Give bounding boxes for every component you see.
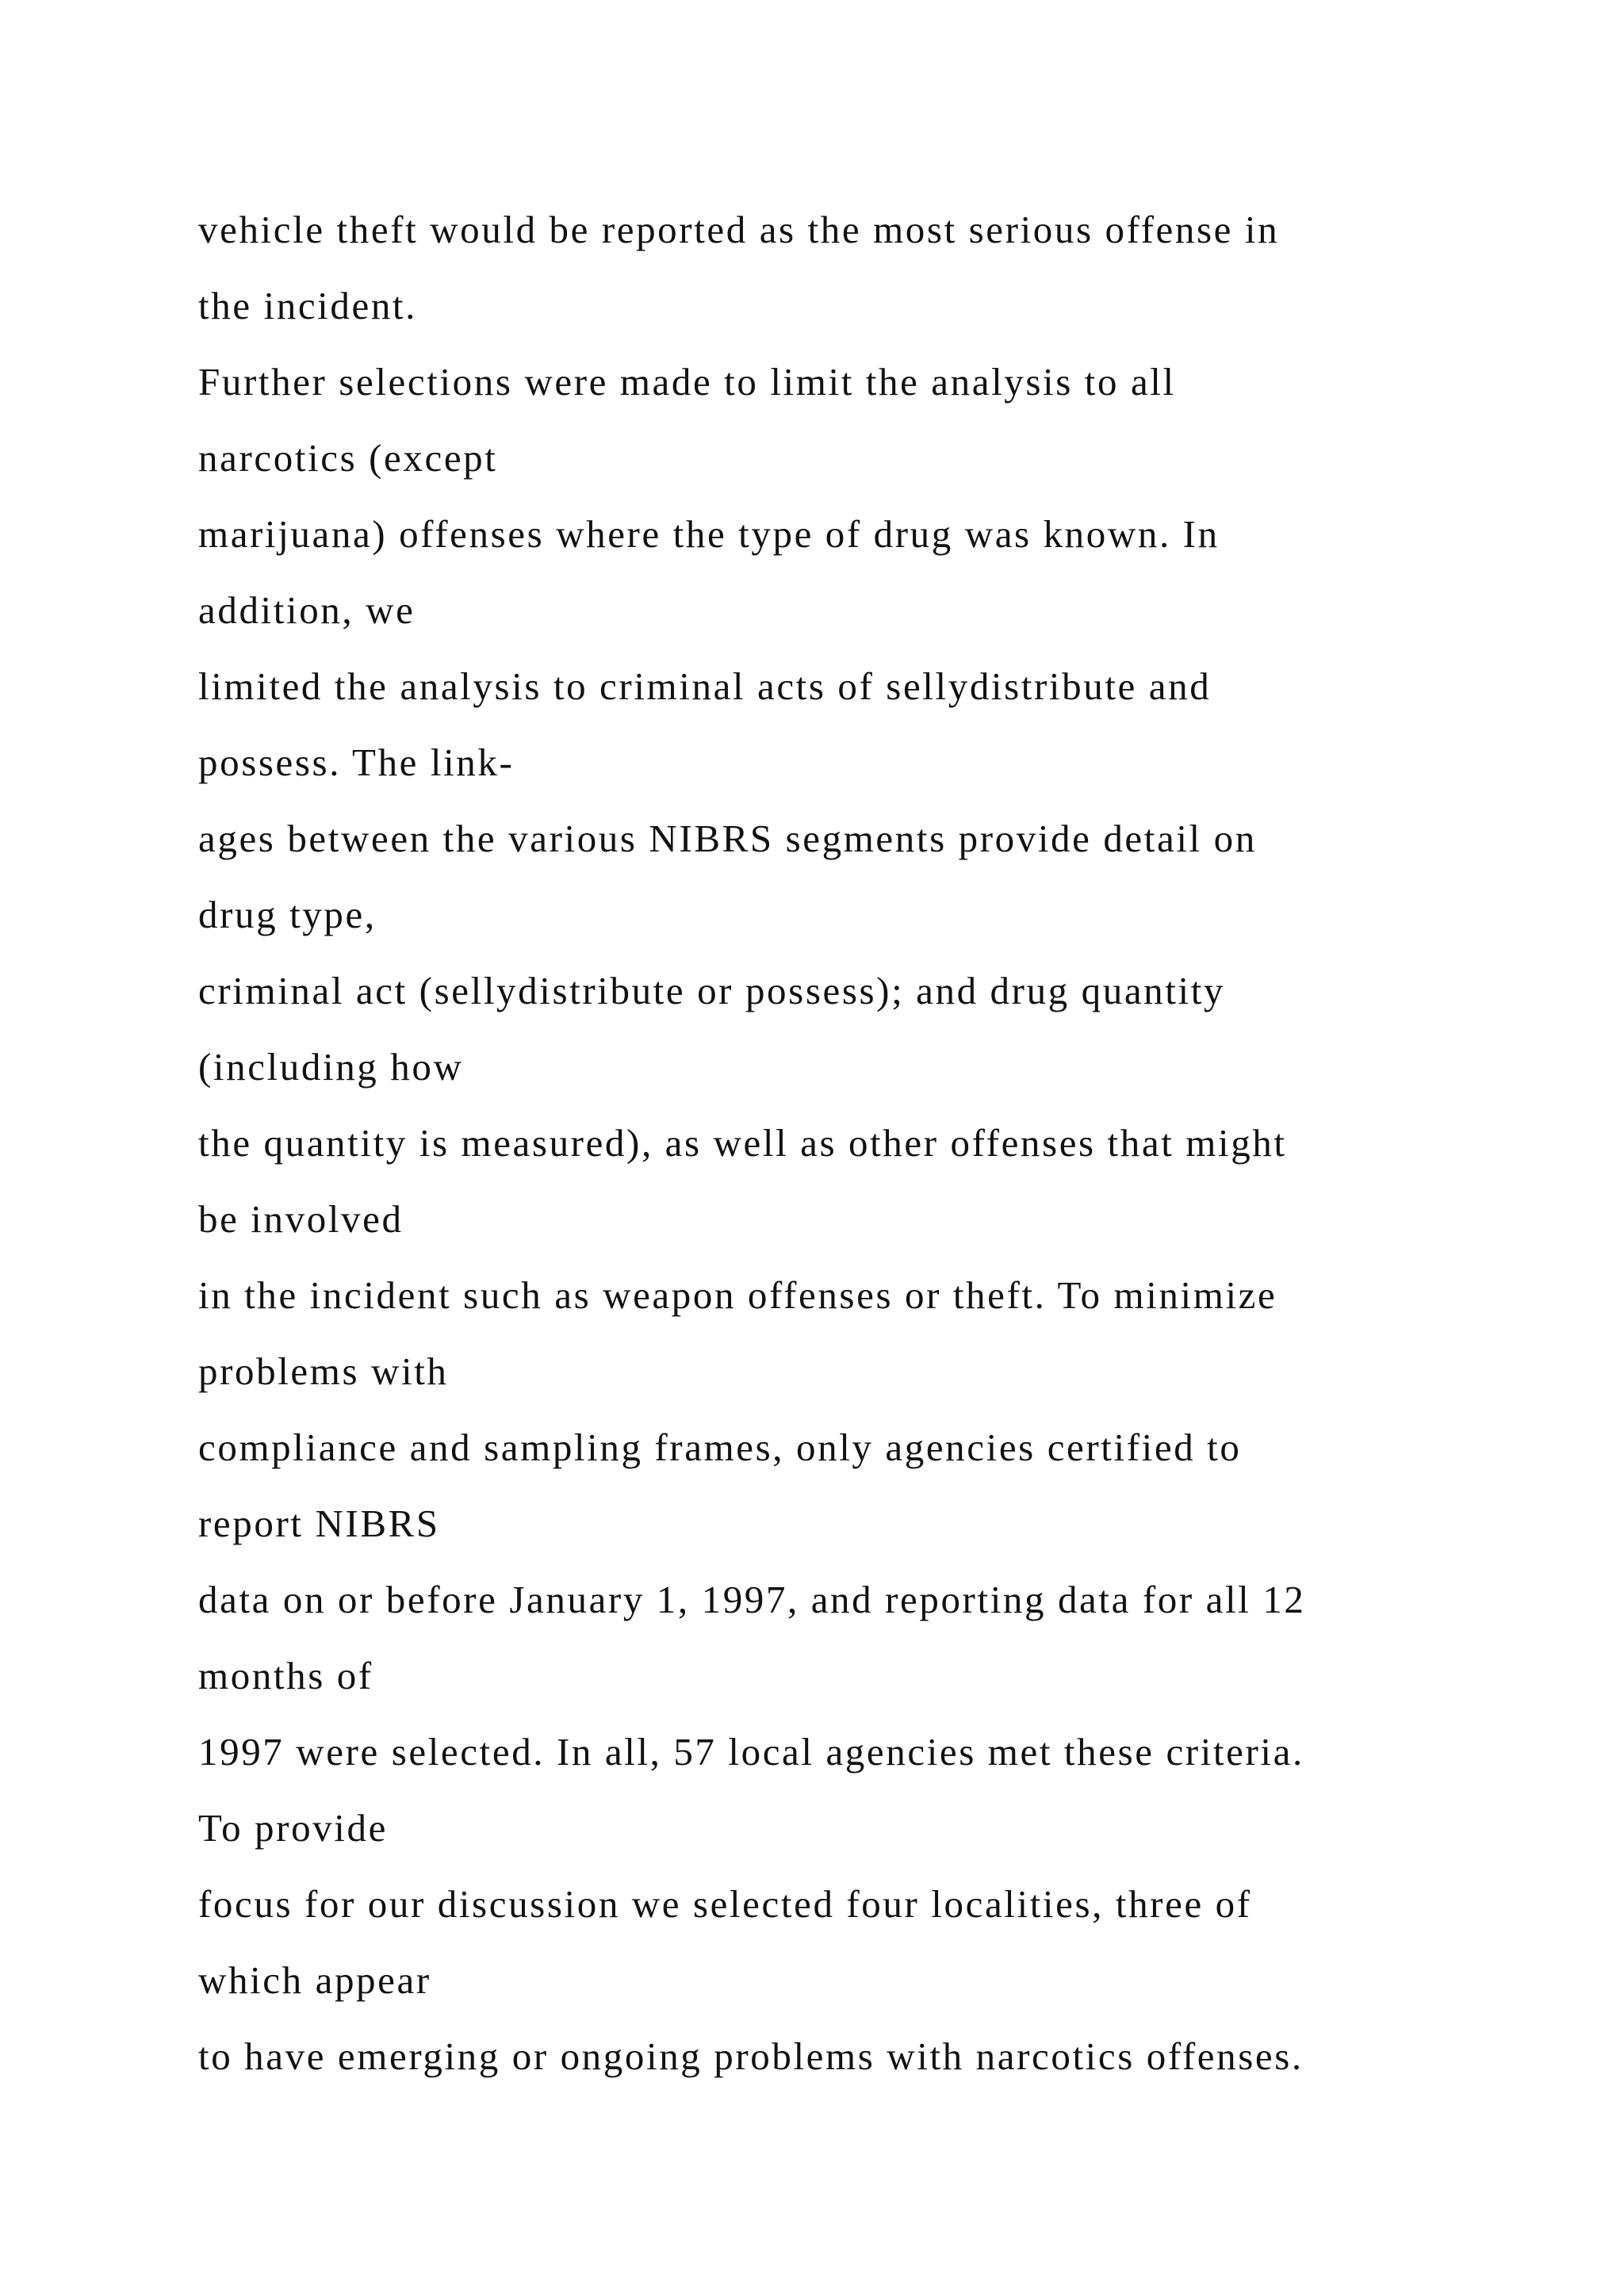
text-line: To provide — [198, 1806, 388, 1850]
text-line: limited the analysis to criminal acts of sellydistribute and — [198, 664, 1212, 708]
text-line: problems with — [198, 1349, 449, 1393]
text-line: vehicle theft would be reported as the most serious offense in — [198, 208, 1280, 251]
text-line: marijuana) offenses where the type of drug was known. In — [198, 512, 1220, 556]
text-line: addition, we — [198, 588, 416, 632]
text-line: focus for our discussion we selected four localities, three of — [198, 1882, 1252, 1926]
text-line: ages between the various NIBRS segments provide detail on — [198, 817, 1257, 860]
text-line: to have emerging or ongoing problems with narcotics offenses. — [198, 2034, 1304, 2078]
text-line: be involved — [198, 1197, 404, 1241]
text-line: report NIBRS — [198, 1502, 440, 1545]
text-line: the quantity is measured), as well as other offenses that might — [198, 1121, 1287, 1165]
text-line: compliance and sampling frames, only agencies certified to — [198, 1425, 1242, 1469]
text-line: possess. The link- — [198, 740, 515, 784]
text-line: (including how — [198, 1045, 464, 1089]
text-line: in the incident such as weapon offenses or theft. To minimize — [198, 1273, 1277, 1317]
text-line: drug type, — [198, 893, 377, 936]
text-line: narcotics (except — [198, 436, 498, 480]
text-line: 1997 were selected. In all, 57 local agencies met these criteria. — [198, 1730, 1304, 1774]
body-text — [198, 192, 1562, 2095]
text-line: which appear — [198, 1958, 431, 2002]
text-line: data on or before January 1, 1997, and reporting data for all 12 — [198, 1578, 1306, 1621]
text-line: Further selections were made to limit the analysis to all — [198, 360, 1176, 404]
text-line: criminal act (sellydistribute or possess); and drug quantity — [198, 969, 1226, 1012]
text-line: the incident. — [198, 284, 418, 327]
text-line: months of — [198, 1654, 373, 1697]
